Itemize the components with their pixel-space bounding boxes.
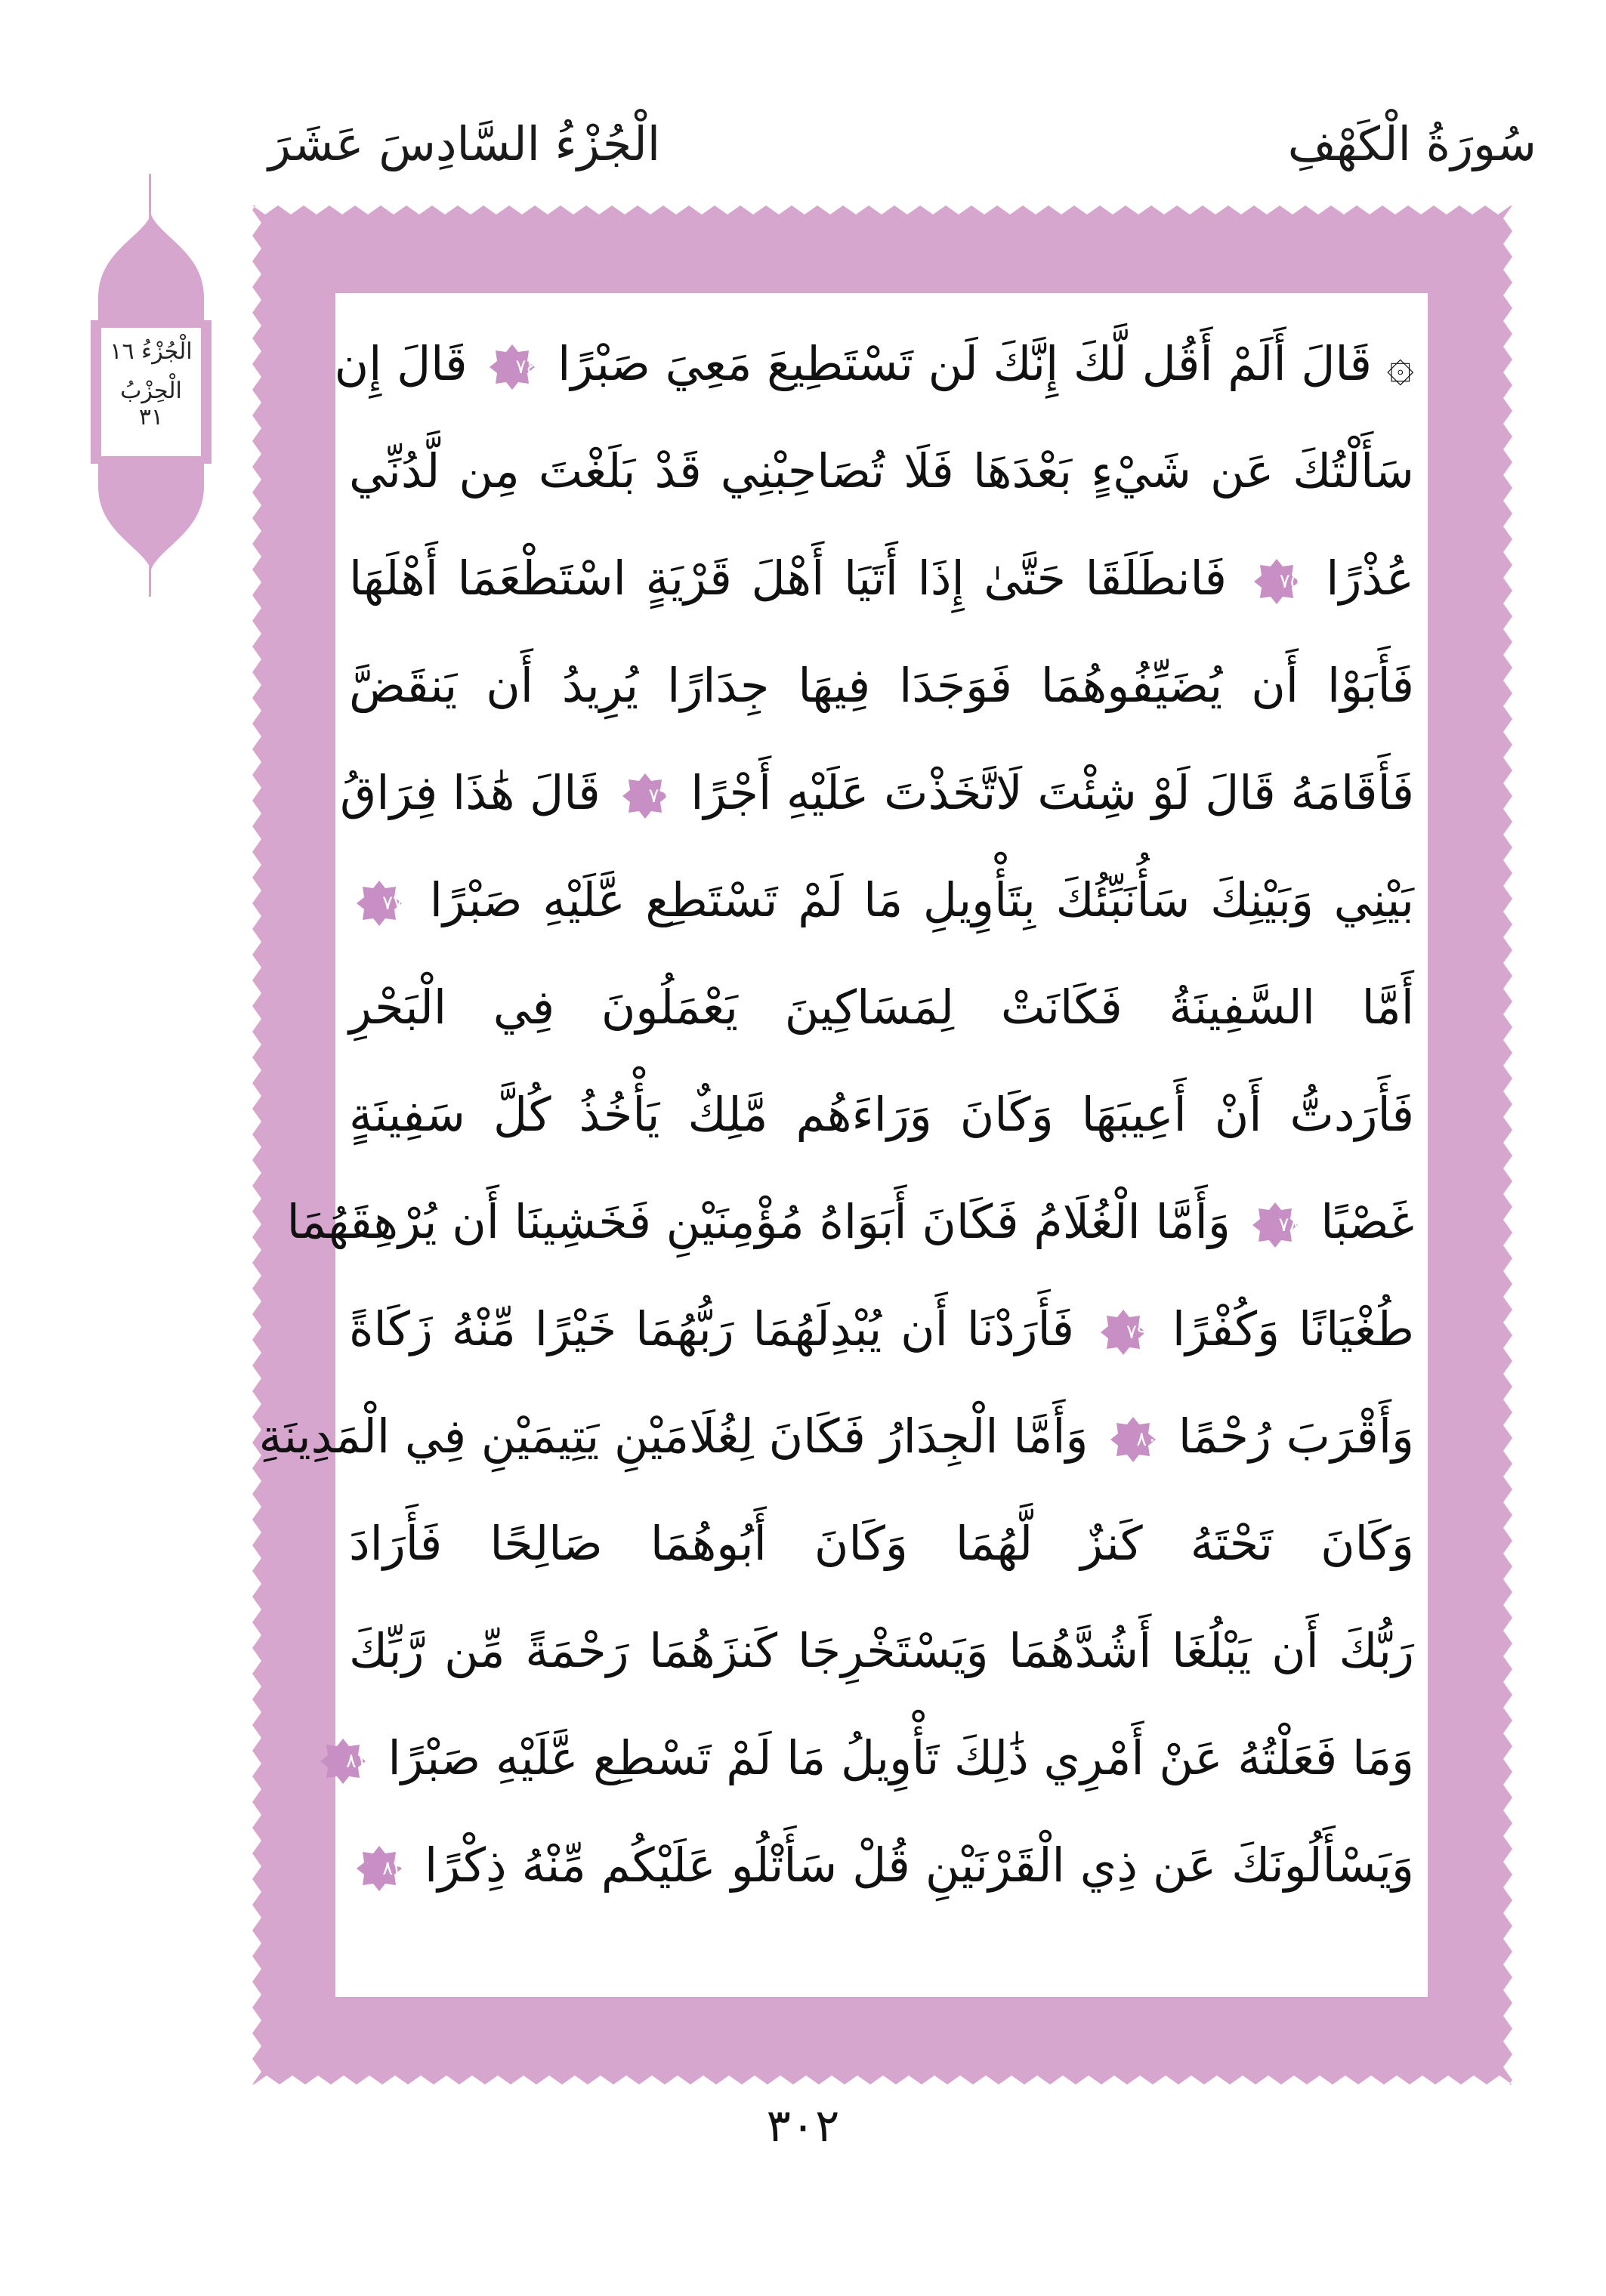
verse-text: بَيْنِي وَبَيْنِكَ سَأُنَبِّئُكَ بِتَأْوِيلِ مَا لَمْ تَسْتَطِع عَّلَيْهِ صَبْرًا [429, 872, 1415, 927]
verse-line [349, 1062, 1414, 1168]
verse-line [258, 1384, 1414, 1489]
verse-number-marker [488, 343, 536, 391]
verse-number-marker [319, 1737, 367, 1785]
verse-text: وَمَا فَعَلْتُهُ عَنْ أَمْرِي ذَٰلِكَ تَأْوِيلُ مَا لَمْ تَسْطِع عَّلَيْهِ صَبْرًا [388, 1730, 1414, 1785]
verse-line [340, 740, 1414, 846]
verse-number-marker [1252, 557, 1301, 606]
juz-title: الْجُزْءُ السَّادِسَ عَشَرَ [268, 116, 661, 171]
verse-line [286, 1169, 1414, 1275]
verse-line [349, 526, 1414, 631]
verse-line [334, 311, 1414, 417]
verse-number-marker [621, 772, 669, 820]
marker-line-bottom [149, 566, 151, 597]
verse-number: ٨٠ [1136, 1427, 1158, 1451]
verse-text: طُغْيَانًا وَكُفْرًا [1172, 1301, 1414, 1356]
verse-text: وَأَمَّا الْغُلَامُ فَكَانَ أَبَوَاهُ مُؤْمِنَيْنِ فَخَشِينَا أَن يُرْهِقَهُمَا [286, 1194, 1231, 1249]
verse-number: ٧٤ [515, 355, 537, 378]
verse-text: رَبُّكَ أَن يَبْلُغَا أَشُدَّهُمَا وَيَسْتَخْرِجَا كَنزَهُمَا رَحْمَةً مِّن رَّبِّكَ [349, 1623, 1414, 1678]
verse-number-marker [1099, 1308, 1147, 1356]
verse-text: فَانطَلَقَا حَتَّىٰ إِذَا أَتَيَا أَهْلَ قَرْيَةٍ اسْتَطْعَمَا أَهْلَهَا [349, 551, 1228, 606]
verse-text: قَالَ إِن [334, 336, 468, 391]
verse-line [349, 1491, 1414, 1597]
verse-line [349, 418, 1414, 524]
verse-text: ۞ قَالَ أَلَمْ أَقُل لَّكَ إِنَّكَ لَن تَسْتَطِيعَ مَعِيَ صَبْرًا [557, 336, 1414, 391]
marker-hizb-label: الْحِزْبُ ٣١ [120, 378, 182, 430]
surah-title: سُورَةُ الْكَهْفِ [1287, 116, 1537, 171]
verse-number: ٧٧ [382, 891, 403, 915]
quran-text-area [258, 293, 1428, 1997]
verse-line [349, 1276, 1414, 1382]
verse-text: فَأَرَدْنَا أَن يُبْدِلَهُمَا رَبُّهُمَا خَيْرًا مِّنْهُ زَكَاةً [349, 1301, 1075, 1356]
verse-text: وَكَانَ تَحْتَهُ كَنزٌ لَّهُمَا وَكَانَ أَبُوهُمَا صَالِحًا فَأَرَادَ [349, 1516, 1414, 1571]
verse-text: وَأَقْرَبَ رُحْمًا [1178, 1409, 1414, 1464]
verse-text: وَأَمَّا الْجِدَارُ فَكَانَ لِغُلَامَيْنِ يَتِيمَيْنِ فِي الْمَدِينَةِ [258, 1409, 1089, 1464]
verse-text: قَالَ هَٰذَا فِرَاقُ [340, 765, 601, 820]
verse-text: سَأَلْتُكَ عَن شَيْءٍ بَعْدَهَا فَلَا تُصَاحِبْنِي قَدْ بَلَغْتَ مِن لَّدُنِّي [349, 443, 1414, 498]
verse-number: ٨٢ [382, 1856, 403, 1880]
verse-number: ٧٨ [1278, 1213, 1300, 1236]
verse-number: ٧٦ [648, 784, 670, 807]
page-number: ٣٠٢ [766, 2100, 840, 2152]
verse-number: ٧٥ [1279, 569, 1301, 593]
verse-number-marker [355, 1844, 403, 1893]
marker-line-top [149, 174, 151, 219]
verse-line [349, 633, 1414, 739]
verse-line [345, 1705, 1414, 1811]
verse-number: ٨١ [345, 1749, 367, 1773]
verse-text: عُذْرًا [1326, 551, 1414, 606]
verse-text: فَأَرَدتُّ أَنْ أَعِيبَهَا وَكَانَ وَرَاءَهُم مَّلِكٌ يَأْخُذُ كُلَّ سَفِينَةٍ [349, 1087, 1414, 1142]
verse-number-marker [355, 879, 403, 927]
verse-number: ٧٩ [1126, 1320, 1147, 1344]
verse-text: فَأَبَوْا أَن يُضَيِّفُوهُمَا فَوَجَدَا فِيهَا جِدَارًا يُرِيدُ أَن يَنقَضَّ [349, 658, 1414, 713]
verse-line [349, 1813, 1414, 1918]
verse-line [349, 955, 1414, 1060]
verse-number-marker [1109, 1415, 1157, 1464]
verse-line [349, 847, 1414, 953]
verse-text: غَصْبًا [1320, 1194, 1414, 1249]
verse-text: وَيَسْأَلُونَكَ عَن ذِي الْقَرْنَيْنِ قُلْ سَأَتْلُو عَلَيْكُم مِّنْهُ ذِكْرًا [425, 1838, 1415, 1893]
verse-text: فَأَقَامَهُ قَالَ لَوْ شِئْتَ لَاتَّخَذْتَ عَلَيْهِ أَجْرًا [690, 765, 1414, 820]
verse-line [349, 1598, 1414, 1704]
verse-number-marker [1251, 1201, 1299, 1249]
verse-text: أَمَّا السَّفِينَةُ فَكَانَتْ لِمَسَاكِينَ يَعْمَلُونَ فِي الْبَحْرِ [349, 980, 1414, 1035]
marker-juz-label: الْجُزْءُ ١٦ [110, 338, 193, 365]
